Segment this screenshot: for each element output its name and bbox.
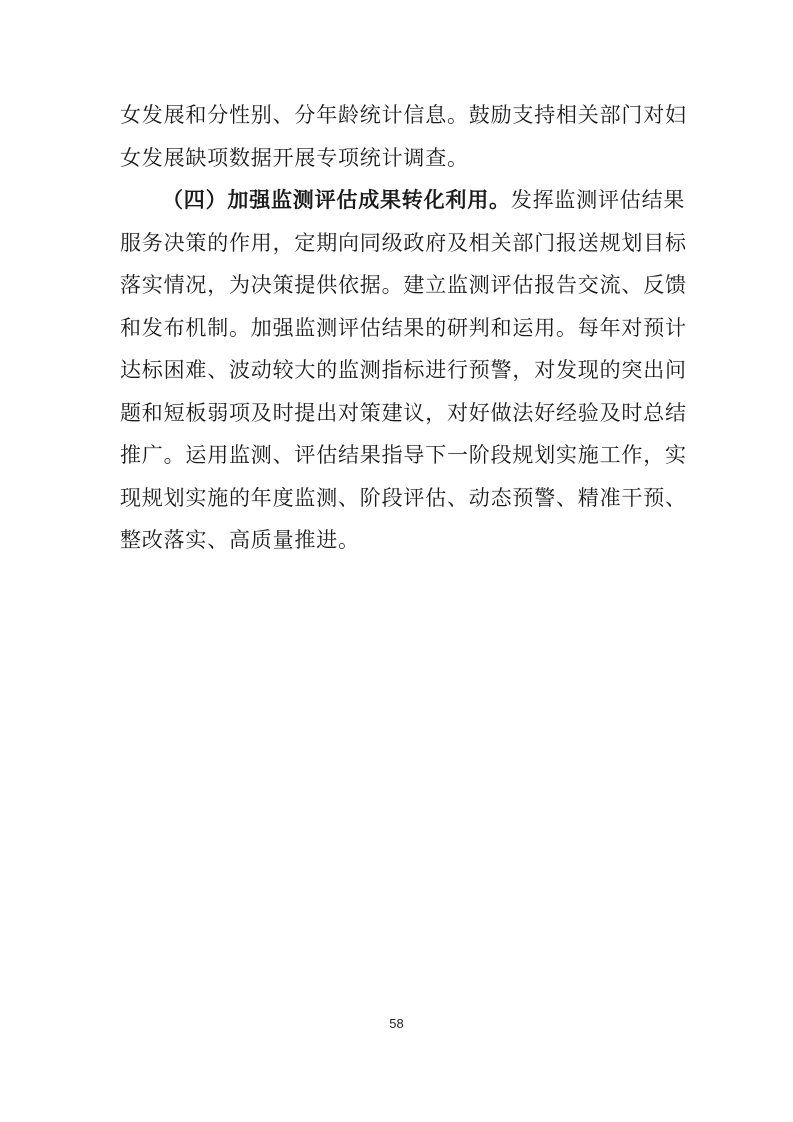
paragraph-line: 女发展缺项数据开展专项统计调查。	[120, 146, 469, 170]
section-first-line	[162, 185, 722, 215]
paragraph-line: 和发布机制。加强监测评估结果的研判和运用。每年对预计	[120, 316, 687, 340]
paragraph-line: 题和短板弱项及时提出对策建议，对好做法好经验及时总结	[120, 401, 687, 425]
section-text: 发挥监测评估结果	[510, 188, 686, 212]
paragraph-line: 服务决策的作用，定期向同级政府及相关部门报送规划目标	[120, 231, 687, 255]
paragraph-line: 女发展和分性别、分年龄统计信息。鼓励支持相关部门对妇	[120, 103, 687, 127]
page-number: 58	[389, 1016, 404, 1031]
section-heading: （四）加强监测评估成果转化利用。	[162, 188, 511, 212]
paragraph-line: 现规划实施的年度监测、阶段评估、动态预警、精准干预、	[120, 486, 687, 510]
paragraph-line: 推广。运用监测、评估结果指导下一阶段规划实施工作，实	[120, 443, 687, 467]
paragraph-line: 落实情况，为决策提供依据。建立监测评估报告交流、反馈	[120, 273, 687, 297]
paragraph-line: 整改落实、高质量推进。	[120, 528, 360, 552]
paragraph-line: 达标困难、波动较大的监测指标进行预警，对发现的突出问	[120, 358, 687, 382]
